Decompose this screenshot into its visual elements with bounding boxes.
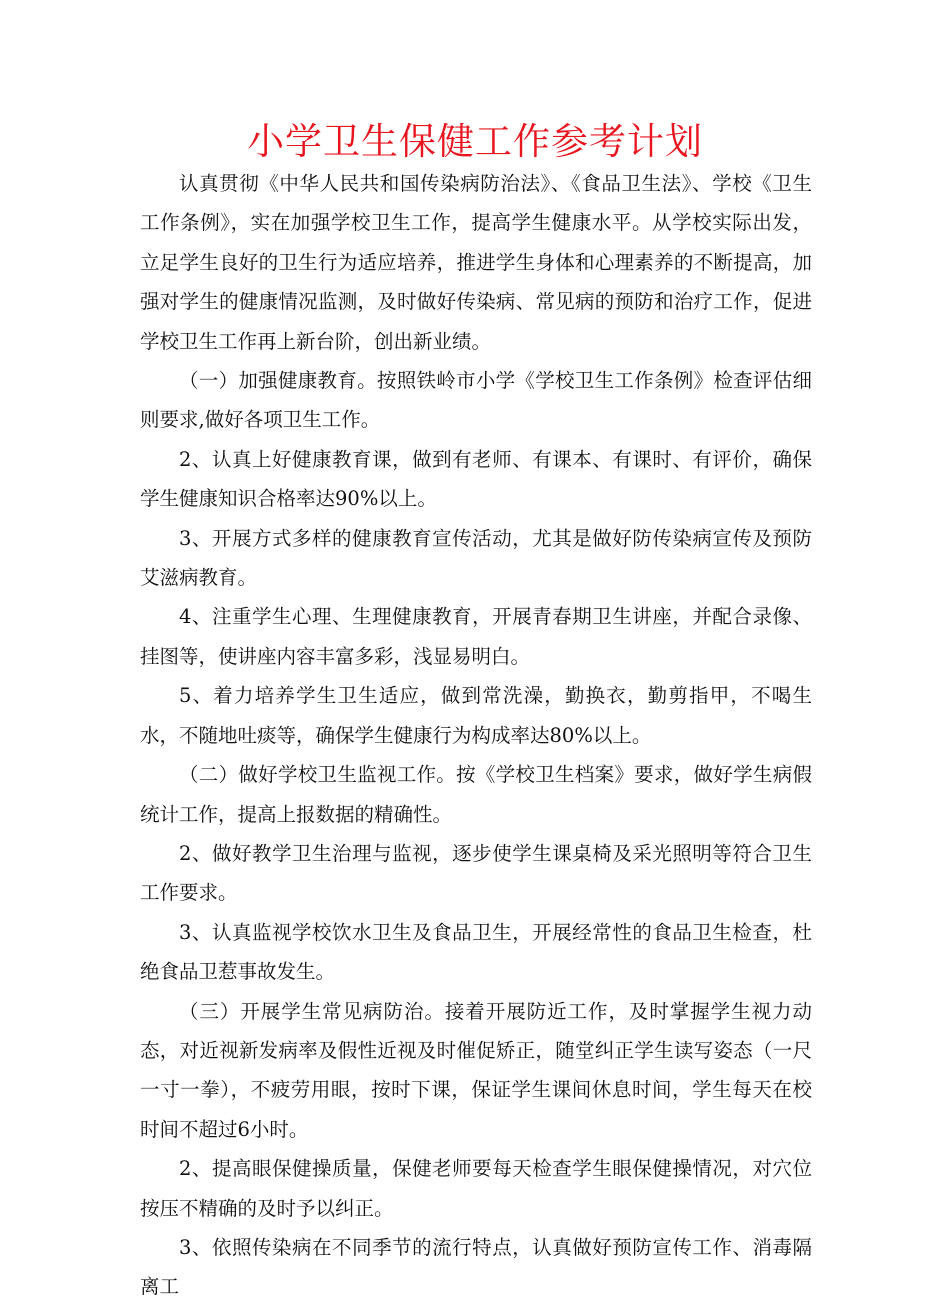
paragraph-section-2: （二）做好学校卫生监视工作。按《学校卫生档案》要求，做好学生病假统计工作，提高上报数据的精确性。 <box>140 763 812 826</box>
paragraph-item: 2、认真上好健康教育课，做到有老师、有课本、有课时、有评价，确保学生健康知识合格率达90%以上。 <box>140 447 812 511</box>
paragraph-item: 3、开展方式多样的健康教育宣传活动，尤其是做好防传染病宣传及预防艾滋病教育。 <box>140 526 812 590</box>
document-title: 小学卫生保健工作参考计划 <box>247 120 703 163</box>
document-body <box>140 164 812 1307</box>
paragraph-intro: 认真贯彻《中华人民共和国传染病防治法》、《食品卫生法》、学校《卫生工作条例》，实在加强学校卫生工作，提高学生健康水平。从学校实际出发，立足学生良好的卫生行为适应培养，推进学生身体和心理素养的不断提高，加强对学生的健康情况监测，及时做好传染病、常见病的预防和治疗工作，促进学校卫生工作再上新台阶，创出新业绩。 <box>140 172 812 353</box>
paragraph-section-3: （三）开展学生常见病防治。接着开展防近工作，及时掌握学生视力动态，对近视新发病率及假性近视及时催促矫正，随堂纠正学生读写姿态（一尺一寸一拳），不疲劳用眼，按时下课，保证学生课间休息时间，学生每天在校时间不超过6小时。 <box>140 999 812 1141</box>
paragraph-section-1: （一）加强健康教育。按照铁岭市小学《学校卫生工作条例》检查评估细则要求,做好各项卫生工作。 <box>140 369 812 432</box>
paragraph-item: 4、注重学生心理、生理健康教育，开展青春期卫生讲座，并配合录像、挂图等，使讲座内容丰富多彩，浅显易明白。 <box>140 605 812 668</box>
paragraph-item: 2、做好教学卫生治理与监视，逐步使学生课桌椅及采光照明等符合卫生工作要求。 <box>140 841 812 905</box>
paragraph-item: 3、认真监视学校饮水卫生及食品卫生，开展经常性的食品卫生检查，杜绝食品卫惹事故发生。 <box>140 920 812 984</box>
paragraph-item: 2、提高眼保健操质量，保健老师要每天检查学生眼保健操情况，对穴位按压不精确的及时予以纠正。 <box>140 1157 812 1220</box>
paragraph-item: 5、着力培养学生卫生适应，做到常洗澡，勤换衣，勤剪指甲，不喝生水，不随地吐痰等，确保学生健康行为构成率达80%以上。 <box>140 684 812 747</box>
paragraph-item: 3、依照传染病在不同季节的流行特点，认真做好预防宣传工作、消毒隔离工 <box>140 1235 812 1299</box>
